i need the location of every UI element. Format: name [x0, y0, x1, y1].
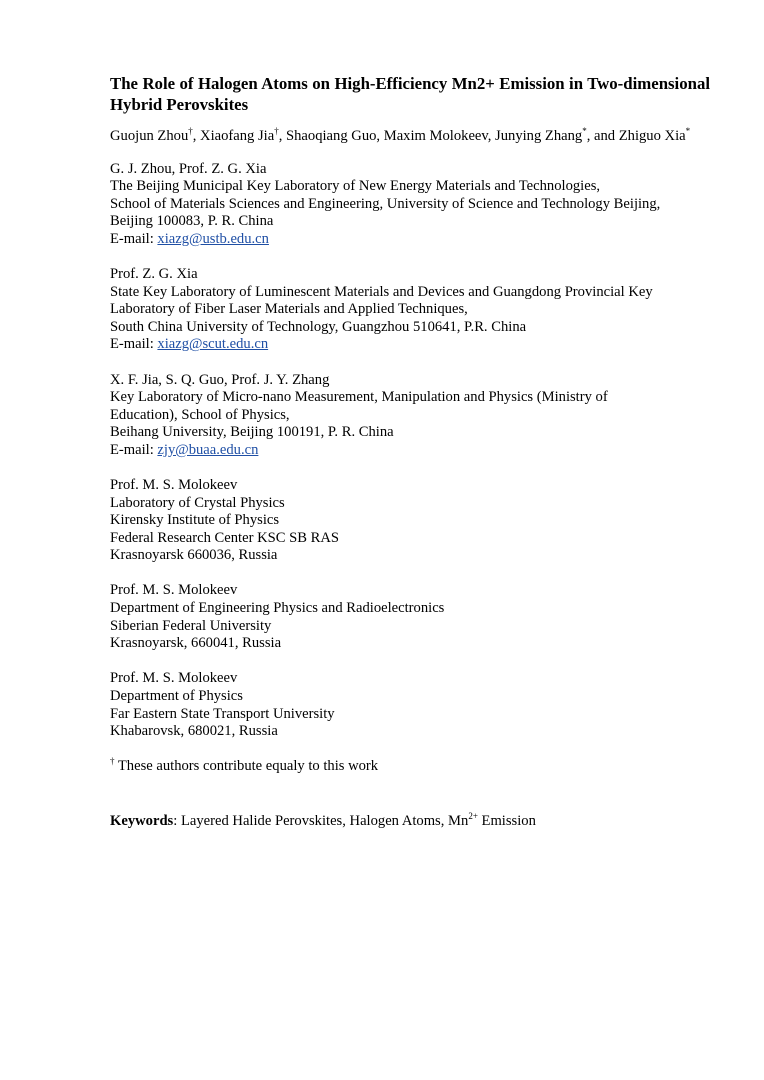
author-name: Maxim Molokeev [383, 128, 488, 144]
affiliation-line: Education), School of Physics, [110, 406, 290, 423]
author-separator: , [278, 128, 287, 144]
author-name: Junying Zhang [495, 128, 583, 144]
keywords-suffix: Emission [477, 812, 536, 829]
affiliation-line: South China University of Technology, Guangzhou 510641, P.R. China [110, 318, 527, 335]
affiliation-line: Krasnoyarsk, 660041, Russia [110, 635, 282, 652]
keywords-superscript: 2+ [468, 810, 478, 821]
footnote-mark: † [110, 756, 115, 767]
affiliation-line: Kirensky Institute of Physics [110, 512, 280, 529]
email-label: E-mail: [110, 336, 158, 353]
keywords-line [110, 810, 710, 831]
affiliation-line: Prof. M. S. Molokeev [110, 670, 238, 687]
affiliation-block [110, 266, 710, 354]
affiliation-block [110, 372, 710, 460]
affiliation-line: X. F. Jia, S. Q. Guo, Prof. J. Y. Zhang [110, 371, 330, 388]
author-mark: * [582, 126, 587, 136]
affiliation-line: Beijing 100083, P. R. China [110, 213, 274, 230]
author-separator: , [487, 128, 496, 144]
affiliation-line: Far Eastern State Transport University [110, 705, 335, 722]
affiliation-line: Beihang University, Beijing 100191, P. R. China [110, 424, 394, 441]
author-name: Guojun Zhou [110, 128, 189, 144]
affiliation-line: Key Laboratory of Micro-nano Measurement, Manipulation and Physics (Ministry of [110, 389, 608, 406]
author-mark: † [188, 126, 193, 136]
email-label: E-mail: [110, 230, 158, 247]
author-name: Zhiguo Xia [618, 128, 686, 144]
affiliation-line: Prof. Z. G. Xia [110, 266, 198, 283]
author-name: Shaoqiang Guo [286, 128, 377, 144]
affiliation-line: Prof. M. S. Molokeev [110, 477, 238, 493]
affiliation-line: Department of Physics [110, 687, 243, 704]
affiliation-line: Khabarovsk, 680021, Russia [110, 723, 278, 740]
affiliation-block [110, 582, 710, 652]
affiliation-line: Federal Research Center KSC SB RAS [110, 529, 340, 546]
affiliation-block [110, 477, 710, 565]
affiliation-line: Laboratory of Fiber Laser Materials and Applied Techniques, [110, 301, 468, 318]
affiliation-line: The Beijing Municipal Key Laboratory of New Energy Materials and Technologies, [110, 178, 601, 195]
affiliation-line: Laboratory of Crystal Physics [110, 494, 285, 511]
email-label: E-mail: [110, 441, 158, 458]
author-name: Xiaofang Jia [200, 128, 275, 144]
author-separator: , [376, 128, 384, 144]
affiliation-line: State Key Laboratory of Luminescent Materials and Devices and Guangdong Provincial Key [110, 283, 653, 300]
keywords-label: Keywords [110, 812, 174, 829]
email-link[interactable]: xiazg@scut.edu.cn [157, 336, 269, 353]
author-mark: * [685, 126, 691, 136]
email-line [110, 336, 710, 354]
affiliation-block [110, 670, 710, 740]
email-line [110, 442, 710, 460]
email-link[interactable]: zjy@buaa.edu.cn [157, 441, 259, 458]
email-line [110, 231, 710, 249]
affiliation-line: Prof. M. S. Molokeev [110, 582, 238, 599]
affiliation-line: Department of Engineering Physics and Radioelectronics [110, 600, 445, 617]
affiliation-line: School of Materials Sciences and Engineering, University of Science and Technology Beijing, [110, 195, 661, 212]
author-mark: † [274, 126, 279, 136]
footnote-text: These authors contribute equaly to this work [114, 758, 379, 775]
affiliation-block [110, 161, 710, 249]
author-separator: , and [586, 128, 619, 144]
paper-title: The Role of Halogen Atoms on High-Efficiency Mn2+ Emission in Two-dimensional Hybrid Perovskites [110, 74, 710, 114]
affiliation-line: Siberian Federal University [110, 617, 272, 634]
keywords-text: : Layered Halide Perovskites, Halogen Atoms, Mn [173, 812, 469, 829]
paper-page [110, 74, 710, 830]
author-separator: , [192, 128, 201, 144]
affiliation-line: G. J. Zhou, Prof. Z. G. Xia [110, 160, 267, 177]
email-link[interactable]: xiazg@ustb.edu.cn [157, 230, 269, 247]
affiliation-line: Krasnoyarsk 660036, Russia [110, 547, 278, 564]
equal-contribution-footnote [110, 758, 710, 776]
author-list [110, 128, 710, 146]
